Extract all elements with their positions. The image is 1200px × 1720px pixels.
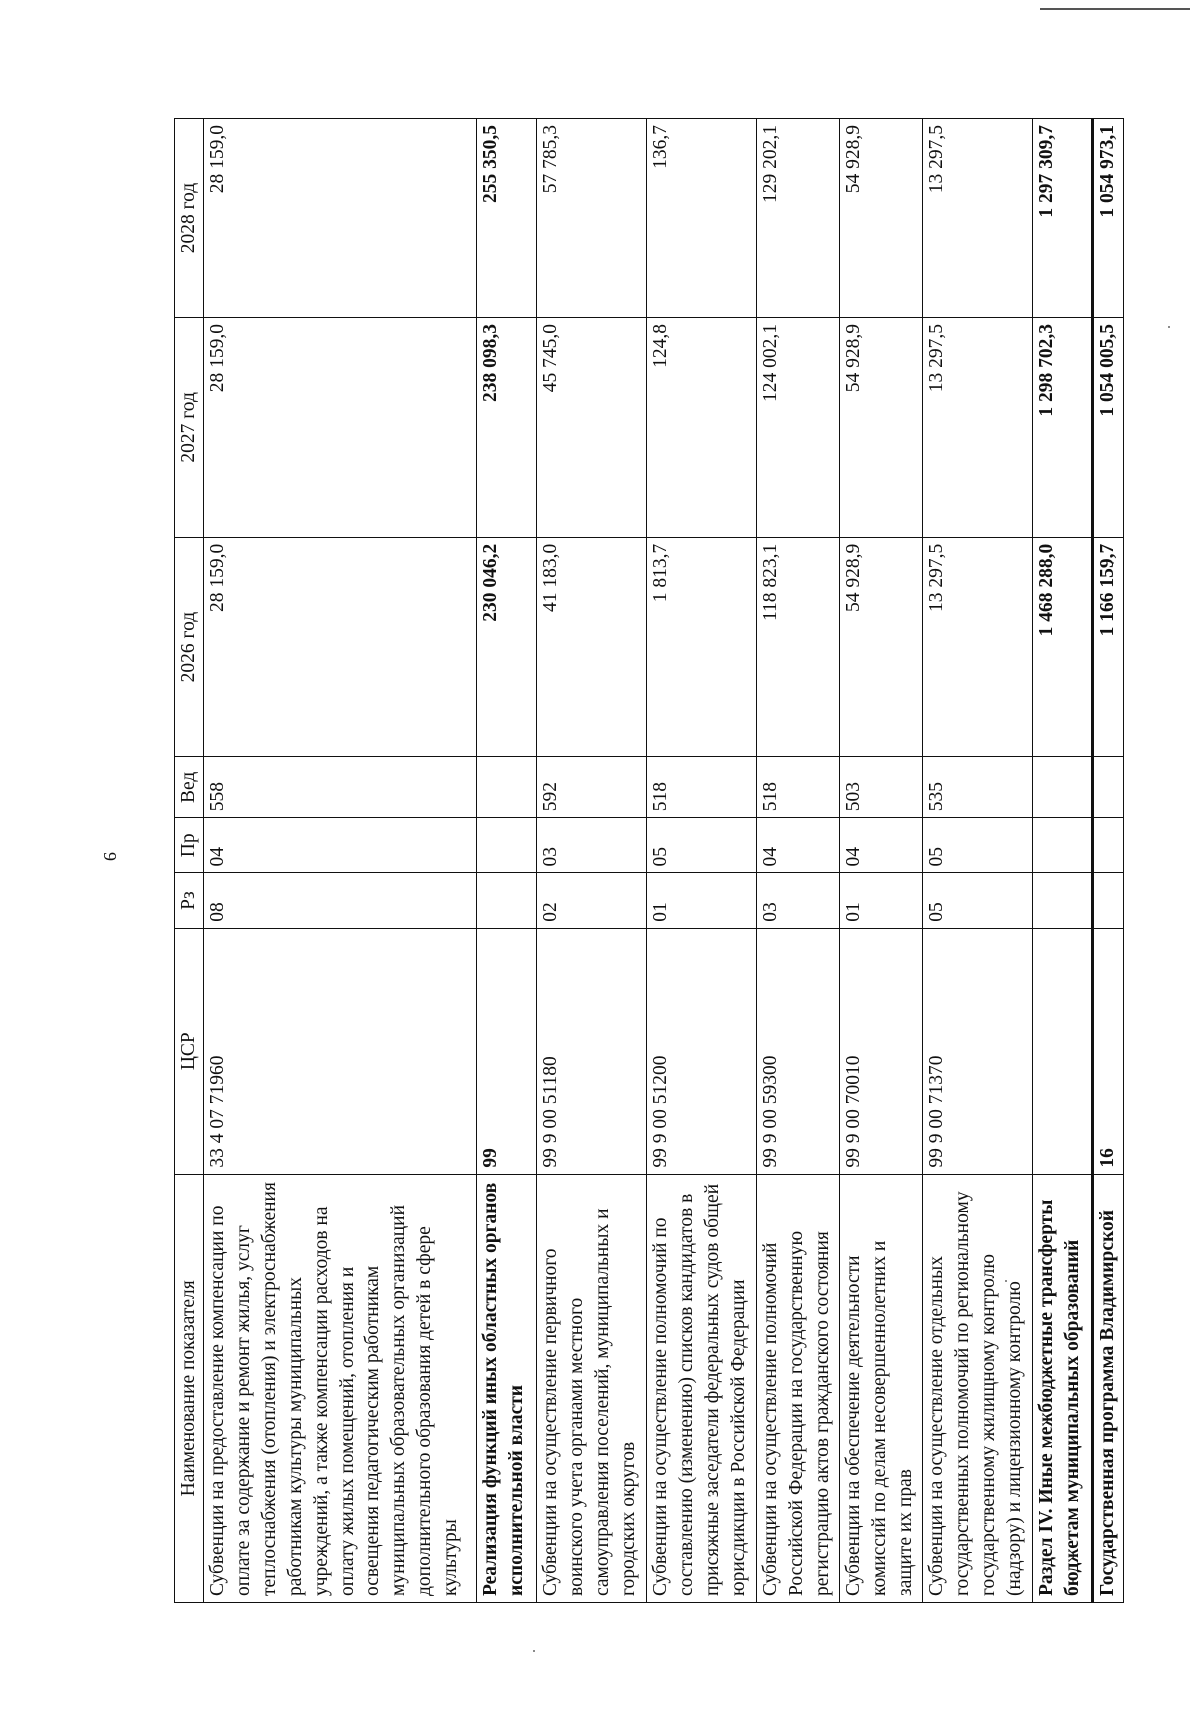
cell-2027: 124 002,1 <box>756 318 839 538</box>
cell-ved <box>1033 757 1093 818</box>
cell-csr: 99 9 00 70010 <box>840 928 923 1174</box>
cell-ved: 518 <box>756 757 839 818</box>
cell-name: Субвенции на предоставление компенсации по оплате за содержание и ремонт жилья, услуг теплоснабжения (отопления) и электроснабжения работникам культуры муниципальных учреждений, а также компенсации расходов на оплату жилых помещений, отопления и освещения педагогическим работникам муниципальных образовательных организаций дополнительного образования детей в сфере культуры <box>203 1174 476 1602</box>
table-row <box>756 119 839 1603</box>
header-2028: 2028 год <box>175 119 204 318</box>
page-number: 9 <box>100 852 120 861</box>
cell-2027: 1 054 005,5 <box>1093 318 1124 538</box>
cell-2028: 1 054 973,1 <box>1093 119 1124 318</box>
table-row <box>477 119 537 1603</box>
cell-2026: 230 046,2 <box>477 537 537 757</box>
table-row <box>646 119 756 1603</box>
cell-pr: 03 <box>536 818 646 873</box>
cell-2027: 28 159,0 <box>203 318 476 538</box>
cell-2027: 13 297,5 <box>923 318 1033 538</box>
cell-rz: 02 <box>536 873 646 928</box>
table-row <box>840 119 923 1603</box>
cell-pr: 04 <box>203 818 476 873</box>
cell-pr <box>477 818 537 873</box>
cell-pr <box>1093 818 1124 873</box>
cell-ved <box>1093 757 1124 818</box>
header-2026: 2026 год <box>175 537 204 757</box>
cell-2027: 54 928,9 <box>840 318 923 538</box>
budget-table-container <box>174 118 1124 1603</box>
cell-ved: 535 <box>923 757 1033 818</box>
cell-2026: 118 823,1 <box>756 537 839 757</box>
cell-2028: 28 159,0 <box>203 119 476 318</box>
cell-rz <box>477 873 537 928</box>
cell-ved: 503 <box>840 757 923 818</box>
cell-name: Субвенции на осуществление полномочий по составлению (изменению) списков кандидатов в присяжные заседатели федеральных судов общей юрисдикции в Российской Федерации <box>646 1174 756 1602</box>
scan-edge-line <box>1040 8 1190 10</box>
table-header-row <box>175 119 204 1603</box>
cell-name: Субвенции на осуществление отдельных государственных полномочий по региональному государственному жилищному контролю (надзору) и лицензионному контролю <box>923 1174 1033 1602</box>
table-row <box>923 119 1033 1603</box>
cell-2028: 129 202,1 <box>756 119 839 318</box>
cell-2028: 54 928,9 <box>840 119 923 318</box>
header-pr: Пр <box>175 818 204 873</box>
cell-name: Субвенции на осуществление первичного воинского учета органами местного самоуправления поселений, муниципальных и городских округов <box>536 1174 646 1602</box>
header-2027: 2027 год <box>175 318 204 538</box>
cell-name: Субвенции на обеспечение деятельности комиссий по делам несовершеннолетних и защите их прав <box>840 1174 923 1602</box>
cell-csr: 99 9 00 71370 <box>923 928 1033 1174</box>
cell-2027: 45 745,0 <box>536 318 646 538</box>
cell-2028: 136,7 <box>646 119 756 318</box>
cell-2028: 255 350,5 <box>477 119 537 318</box>
header-rz: Рз <box>175 873 204 928</box>
cell-2027: 238 098,3 <box>477 318 537 538</box>
cell-rz: 01 <box>646 873 756 928</box>
scan-speck <box>533 1650 535 1652</box>
cell-csr: 99 9 00 59300 <box>756 928 839 1174</box>
cell-2028: 13 297,5 <box>923 119 1033 318</box>
cell-pr: 04 <box>756 818 839 873</box>
cell-csr: 16 <box>1093 928 1124 1174</box>
cell-2027: 1 298 702,3 <box>1033 318 1093 538</box>
table-row <box>1033 119 1093 1603</box>
cell-2026: 28 159,0 <box>203 537 476 757</box>
cell-rz: 01 <box>840 873 923 928</box>
cell-rz: 03 <box>756 873 839 928</box>
cell-name: Государственная программа Владимирской <box>1093 1174 1124 1602</box>
cell-pr: 05 <box>923 818 1033 873</box>
cell-ved: 518 <box>646 757 756 818</box>
cell-pr <box>1033 818 1093 873</box>
cell-ved: 558 <box>203 757 476 818</box>
cell-2026: 1 813,7 <box>646 537 756 757</box>
cell-2028: 57 785,3 <box>536 119 646 318</box>
cell-csr: 99 <box>477 928 537 1174</box>
cell-rz <box>1093 873 1124 928</box>
budget-table <box>174 118 1124 1603</box>
cell-ved <box>477 757 537 818</box>
cell-2026: 1 166 159,7 <box>1093 537 1124 757</box>
table-row <box>536 119 646 1603</box>
cell-csr: 33 4 07 71960 <box>203 928 476 1174</box>
table-row <box>1093 119 1124 1603</box>
cell-2026: 41 183,0 <box>536 537 646 757</box>
cell-2026: 13 297,5 <box>923 537 1033 757</box>
cell-2028: 1 297 309,7 <box>1033 119 1093 318</box>
cell-rz <box>1033 873 1093 928</box>
cell-name: Реализация функций иных областных органов исполнительной власти <box>477 1174 537 1602</box>
table-row <box>203 119 476 1603</box>
cell-ved: 592 <box>536 757 646 818</box>
cell-rz: 05 <box>923 873 1033 928</box>
cell-csr <box>1033 928 1093 1174</box>
scan-speck <box>1168 326 1170 328</box>
cell-rz: 08 <box>203 873 476 928</box>
cell-2026: 54 928,9 <box>840 537 923 757</box>
cell-csr: 99 9 00 51180 <box>536 928 646 1174</box>
header-csr: ЦСР <box>175 928 204 1174</box>
header-ved: Вед <box>175 757 204 818</box>
cell-pr: 04 <box>840 818 923 873</box>
cell-name: Раздел IV. Иные межбюджетные трансферты бюджетам муниципальных образований <box>1033 1174 1093 1602</box>
cell-2027: 124,8 <box>646 318 756 538</box>
cell-csr: 99 9 00 51200 <box>646 928 756 1174</box>
header-name: Наименование показателя <box>175 1174 204 1602</box>
cell-2026: 1 468 288,0 <box>1033 537 1093 757</box>
cell-name: Субвенции на осуществление полномочий Российской Федерации на государственную регистрацию актов гражданского состояния <box>756 1174 839 1602</box>
cell-pr: 05 <box>646 818 756 873</box>
